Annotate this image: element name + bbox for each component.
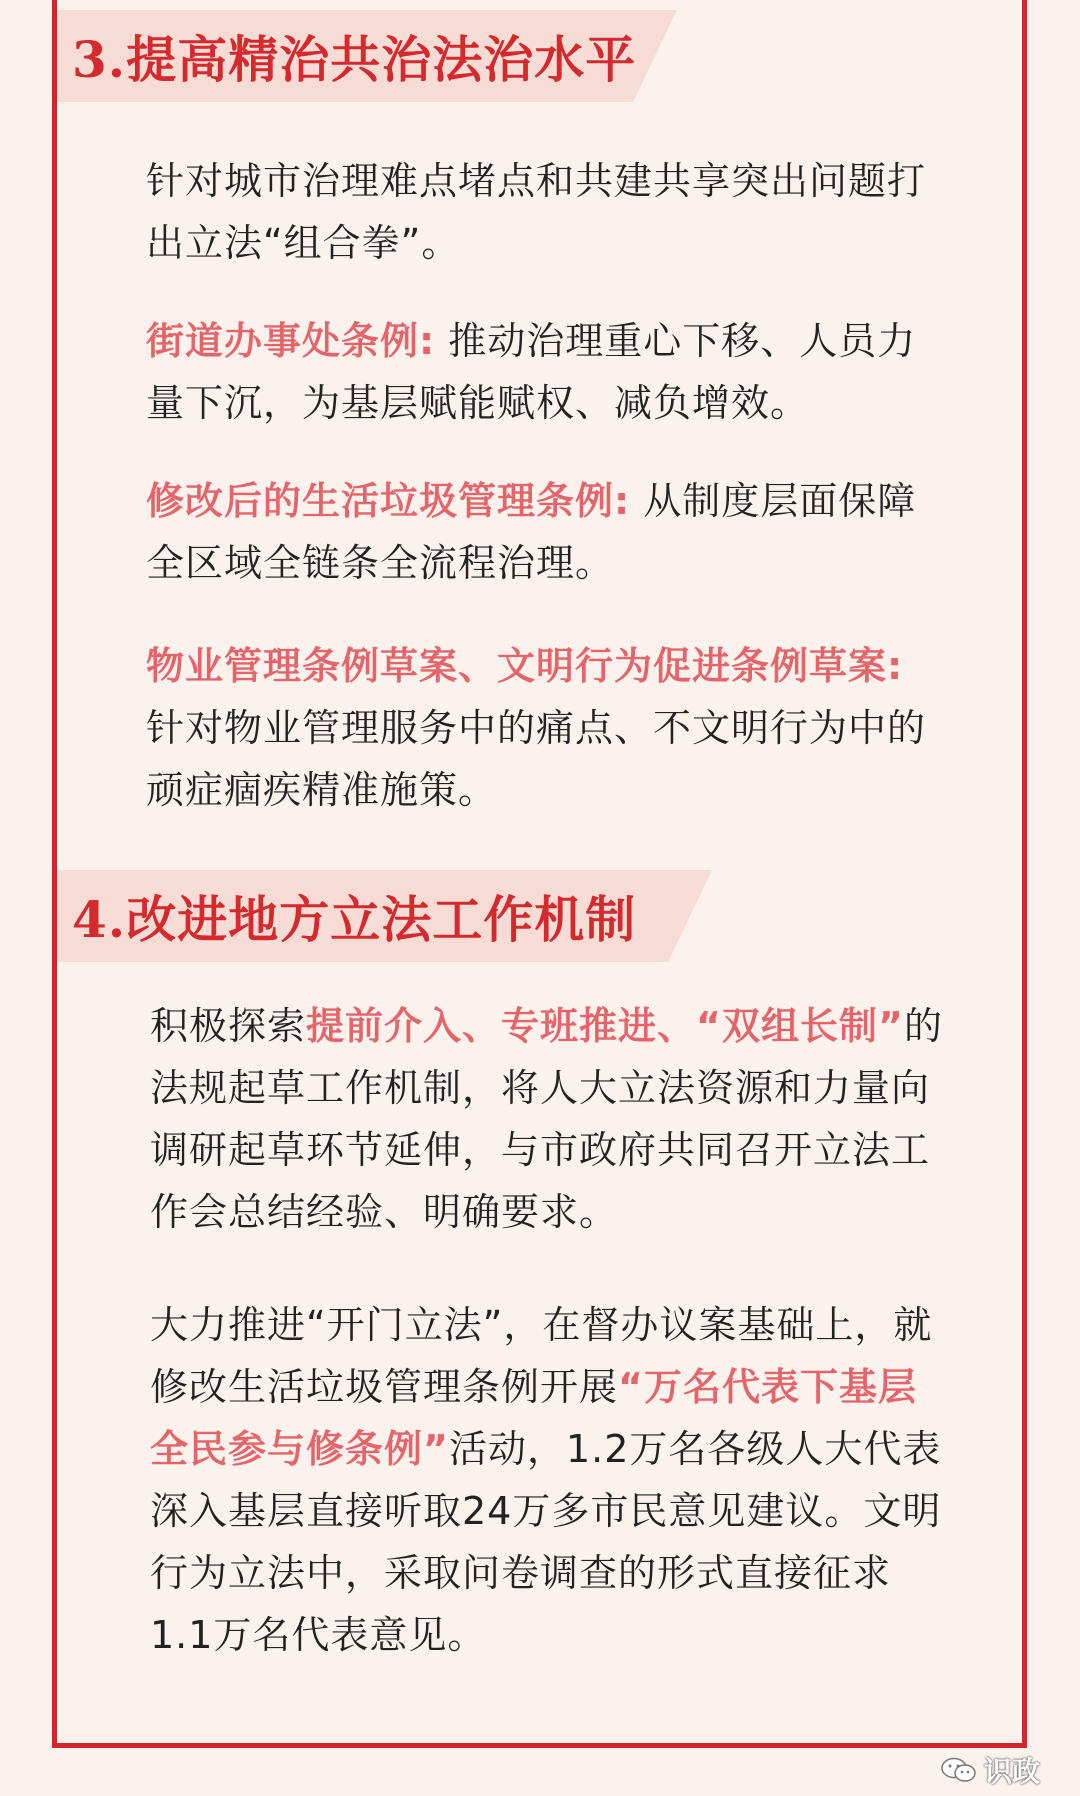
section-3-intro-text: 针对城市治理难点堵点和共建共享突出问题打出立法“组合拳”。 [146, 159, 927, 265]
section-3-header [57, 10, 636, 102]
item-heading: 物业管理条例草案、文明行为促进条例草案: [146, 644, 904, 688]
frame-right-border [1022, 0, 1027, 1748]
item-heading: 修改后的生活垃圾管理条例: [146, 479, 631, 523]
section-3-item-garbage-regulation [146, 470, 946, 594]
section-3-item-street-office [146, 310, 946, 434]
item-text: 推动治理重心下移、人员力量下沉，为基层赋能赋权、减负增效。 [146, 319, 917, 425]
section-3-item-property-civility [146, 635, 946, 821]
item-heading: 街道办事处条例: [146, 319, 436, 363]
paragraph-highlight: “万名代表下基层 全民参与修条例” [150, 1365, 917, 1471]
section-4-paragraph-mechanism [150, 995, 950, 1243]
item-text: 针对物业管理服务中的痛点、不文明行为中的顽症痼疾精准施策。 [146, 706, 927, 812]
section-4-header [57, 870, 636, 962]
paragraph-text-before: 大力推进“开门立法”，在督办议案基础上，就修改生活垃圾管理条例开展 [150, 1303, 933, 1409]
wechat-icon [940, 1756, 978, 1784]
watermark [940, 1748, 1040, 1792]
paragraph-text-after: 的法规起草工作机制，将人大立法资源和力量向调研起草环节延伸，与市政府共同召开立法工作会总结经验、明确要求。 [150, 1004, 943, 1234]
paragraph-highlight: 提前介入、专班推进、“双组长制” [306, 1004, 904, 1048]
paragraph-text-after: 活动，1.2万名各级人大代表深入基层直接听取24万多市民意见建议。文明行为立法中，采取问卷调查的形式直接征求1.1万名代表意见。 [150, 1427, 942, 1657]
section-4-title: 4.改进地方立法工作机制 [72, 890, 637, 949]
item-text: 从制度层面保障全区域全链条全流程治理。 [146, 479, 917, 585]
watermark-text: 识政 [984, 1755, 1041, 1788]
paragraph-text-before: 积极探索 [150, 1004, 307, 1048]
section-4-paragraph-open-legislation [150, 1294, 950, 1666]
section-3-title: 3.提高精治共治法治水平 [72, 30, 637, 89]
section-3-intro-paragraph [146, 150, 946, 274]
frame-bottom-border [52, 1743, 1027, 1748]
